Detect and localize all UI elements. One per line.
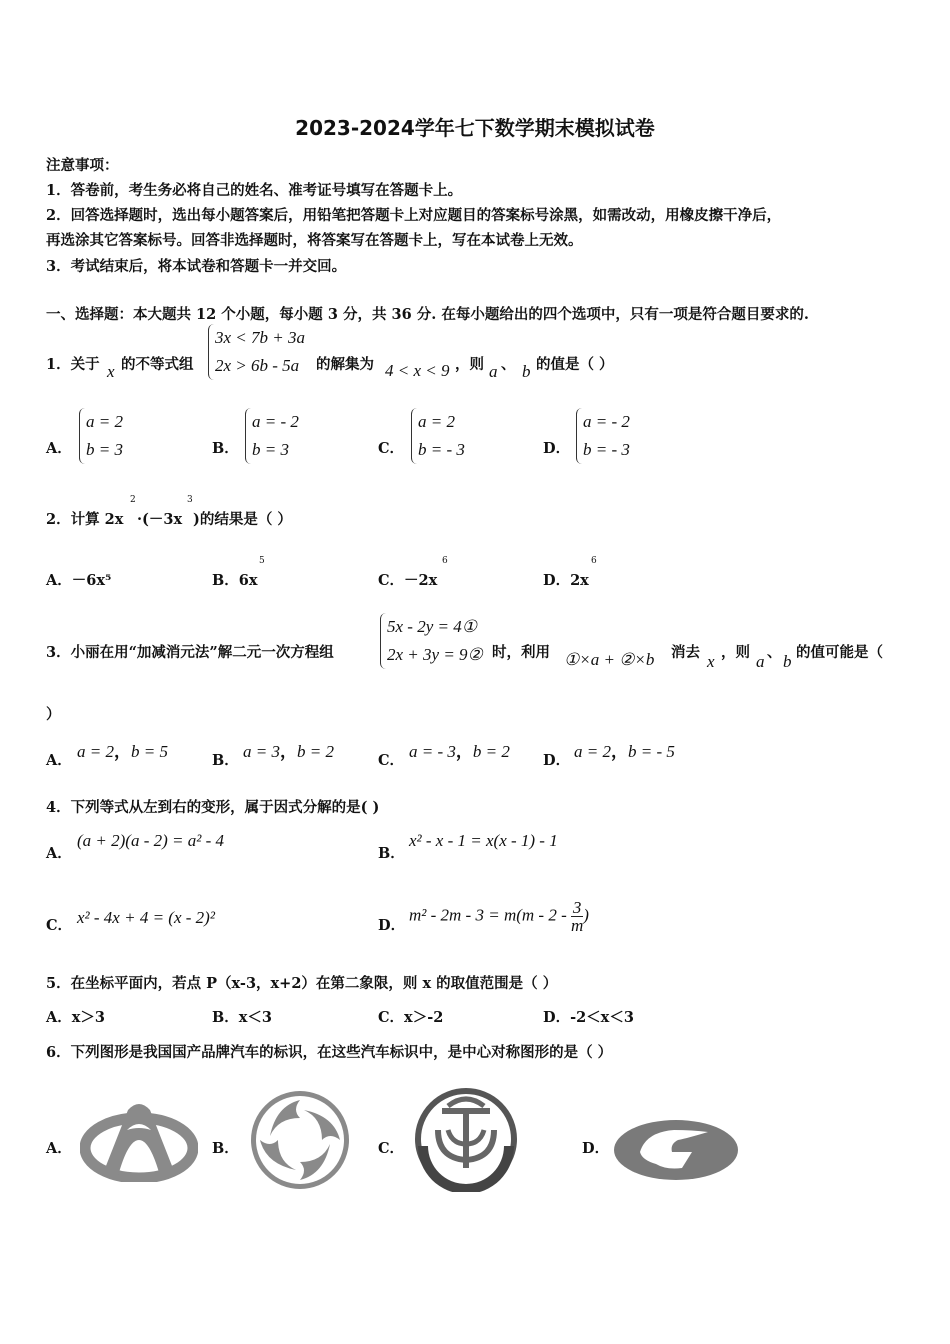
- q3-option-c-label[interactable]: C．: [378, 752, 405, 769]
- q1-sys-line-1: 3x < 7b + 3a: [215, 328, 305, 347]
- q4-option-b-label[interactable]: B．: [378, 845, 405, 862]
- q1-suffix: 的值是（ ）: [536, 356, 614, 373]
- q2-option-b-exp: 5: [259, 556, 265, 566]
- q2-option-d-exp: 6: [591, 556, 597, 566]
- q6-option-c-label[interactable]: C．: [378, 1140, 405, 1157]
- q2-exp-1: 2: [130, 495, 136, 505]
- q2-option-d-text: 2x: [570, 572, 589, 589]
- q5-option-a-text: x＞3: [71, 1009, 105, 1026]
- notice-heading: 注意事项：: [46, 157, 119, 174]
- q3-option-a[interactable]: a = 2，b = 5: [77, 742, 168, 761]
- car-logo-d-icon[interactable]: [612, 1118, 740, 1182]
- q3-sys-line-2: 2x + 3y = 9②: [387, 645, 483, 664]
- q4-option-c-label[interactable]: C．: [46, 917, 73, 934]
- q1-inequality-system: [208, 324, 305, 380]
- q3-suffix: 的值可能是（: [796, 644, 883, 661]
- q1-option-c-line-1: a = 2: [418, 412, 455, 431]
- q1-option-a[interactable]: [79, 408, 123, 464]
- q3-option-d-b: b = - 5: [627, 742, 675, 761]
- car-logo-c-icon[interactable]: [412, 1086, 520, 1192]
- q1-var-x: x: [107, 362, 115, 381]
- q1-option-a-label[interactable]: A．: [46, 440, 72, 457]
- q5-option-d[interactable]: [543, 1006, 634, 1027]
- q4-stem: 4．下列等式从左到右的变形，属于因式分解的是( ): [46, 799, 380, 816]
- q1-sep: 、: [501, 356, 516, 373]
- q3-var-a: a: [756, 652, 765, 671]
- q2-option-d[interactable]: [543, 569, 589, 590]
- q1-mid: 的不等式组: [121, 356, 194, 373]
- q4-option-d-label[interactable]: D．: [378, 917, 406, 934]
- q2-option-b[interactable]: [212, 569, 258, 590]
- q1-prefix: 1．关于: [46, 356, 100, 373]
- q1-option-a-line-2: b = 3: [86, 440, 123, 459]
- q5-option-c[interactable]: [378, 1006, 443, 1027]
- q5-option-a[interactable]: [46, 1006, 105, 1027]
- q4-option-d-denominator: m: [570, 916, 584, 935]
- q3-mid: 时，利用: [492, 644, 550, 661]
- q1-option-a-line-1: a = 2: [86, 412, 123, 431]
- q6-option-b-label[interactable]: B．: [212, 1140, 239, 1157]
- q3-option-b[interactable]: a = 3，b = 2: [243, 742, 334, 761]
- notice-item-1: 1．答卷前，考生务必将自己的姓名、准考证号填写在答题卡上。: [46, 182, 463, 199]
- q3-var-x: x: [707, 652, 715, 671]
- q4-option-b[interactable]: x² - x - 1 = x(x - 1) - 1: [409, 831, 558, 850]
- q1-option-d-line-1: a = - 2: [583, 412, 630, 431]
- q1-option-c[interactable]: [411, 408, 465, 464]
- q2-exp-2: 3: [187, 495, 193, 505]
- q4-option-d-fraction: [571, 899, 583, 934]
- q1-var-a: a: [489, 362, 498, 381]
- q5-option-b[interactable]: [212, 1006, 272, 1027]
- q5-option-d-label: D．: [543, 1009, 571, 1026]
- q6-stem: 6．下列图形是我国国产品牌汽车的标识，在这些汽车标识中，是中心对称图形的是（ ）: [46, 1044, 613, 1061]
- q5-option-a-label: A．: [46, 1009, 72, 1026]
- q2-option-c-label: C．: [378, 572, 405, 589]
- q1-var-b: b: [522, 362, 531, 381]
- q1-option-c-label[interactable]: C．: [378, 440, 405, 457]
- q4-option-c[interactable]: x² - 4x + 4 = (x - 2)²: [77, 908, 215, 927]
- q3-expr: ①×a + ②×b: [564, 650, 655, 669]
- q2-option-b-label: B．: [212, 572, 239, 589]
- q2-stem-c: )的结果是（ ）: [193, 511, 292, 528]
- q3-mid2: 消去: [671, 644, 700, 661]
- car-logo-a-icon[interactable]: [80, 1100, 198, 1182]
- section-1-heading: 一、选择题：本大题共 12 个小题，每小题 3 分，共 36 分. 在每小题给出的四个选项中，只有一项是符合题目要求的.: [46, 306, 809, 323]
- q3-option-c-b: b = 2: [472, 742, 510, 761]
- q1-option-b[interactable]: [245, 408, 299, 464]
- q3-option-b-a: a = 3: [243, 742, 280, 761]
- notice-item-3: 3．考试结束后，将本试卷和答题卡一并交回。: [46, 258, 347, 275]
- q4-option-a[interactable]: (a + 2)(a - 2) = a² - 4: [77, 831, 225, 850]
- q1-sys-line-2: 2x > 6b - 5a: [215, 356, 300, 375]
- q2-stem-b: ·(－3x: [137, 511, 183, 528]
- q3-option-b-label[interactable]: B．: [212, 752, 239, 769]
- q1-option-d[interactable]: [576, 408, 630, 464]
- q5-option-c-text: x＞-2: [404, 1009, 444, 1026]
- notice-item-2-line-2: 再选涂其它答案标号。回答非选择题时，将答案写在答题卡上，写在本试卷上无效。: [46, 232, 583, 249]
- q6-option-d-label[interactable]: D．: [582, 1140, 610, 1157]
- q1-mid2: 的解集为: [316, 356, 374, 373]
- q3-option-d[interactable]: a = 2，b = - 5: [574, 742, 675, 761]
- q3-prefix: 3．小丽在用“加减消元法”解二元一次方程组: [46, 644, 334, 661]
- q3-option-d-label[interactable]: D．: [543, 752, 571, 769]
- q4-option-d[interactable]: [409, 899, 589, 934]
- q5-option-d-text: -2＜x＜3: [570, 1009, 634, 1026]
- q5-option-b-label: B．: [212, 1009, 239, 1026]
- q6-option-a-label[interactable]: A．: [46, 1140, 72, 1157]
- q3-sys-line-1: 5x - 2y = 4①: [387, 617, 477, 636]
- q3-sep: 、: [767, 644, 782, 661]
- q5-option-b-text: x＜3: [238, 1009, 272, 1026]
- q2-option-a[interactable]: [46, 569, 111, 590]
- q5-option-c-label: C．: [378, 1009, 405, 1026]
- q1-mid3: ，则: [455, 356, 484, 373]
- q2-option-b-text: 6x: [238, 572, 258, 589]
- q2-option-a-label: A．: [46, 572, 72, 589]
- q3-option-a-b: b = 5: [130, 742, 168, 761]
- q2-option-c[interactable]: [378, 569, 437, 590]
- q3-option-c-a: a = - 3: [409, 742, 456, 761]
- q4-option-d-text-b: ): [583, 905, 589, 925]
- q1-option-b-line-1: a = - 2: [252, 412, 299, 431]
- q3-close: ）: [46, 706, 61, 723]
- q2-option-a-text: －6x⁵: [71, 572, 112, 589]
- car-logo-b-icon[interactable]: [248, 1088, 352, 1192]
- q3-equation-system: [380, 613, 483, 669]
- q2-option-c-exp: 6: [442, 556, 448, 566]
- q3-option-a-label[interactable]: A．: [46, 752, 72, 769]
- q2-option-d-label: D．: [543, 572, 571, 589]
- q3-mid3: ，则: [721, 644, 750, 661]
- q4-option-d-numerator: 3: [572, 898, 582, 917]
- q5-stem: 5．在坐标平面内，若点 P（x-3，x+2）在第二象限，则 x 的取值范围是（ ）: [46, 975, 558, 992]
- q2-option-c-text: －2x: [404, 572, 438, 589]
- q1-option-c-line-2: b = - 3: [418, 440, 465, 459]
- q1-option-d-line-2: b = - 3: [583, 440, 630, 459]
- page-title: 2023-2024学年七下数学期末模拟试卷: [295, 116, 655, 140]
- q2-stem-a: 2．计算 2x: [46, 511, 124, 528]
- q1-option-b-label[interactable]: B．: [212, 440, 239, 457]
- q3-option-a-a: a = 2: [77, 742, 114, 761]
- q4-option-d-text-a: m² - 2m - 3 = m(m - 2 -: [409, 905, 571, 925]
- q1-option-d-label[interactable]: D．: [543, 440, 571, 457]
- q4-option-a-label[interactable]: A．: [46, 845, 72, 862]
- q1-option-b-line-2: b = 3: [252, 440, 289, 459]
- q3-option-d-a: a = 2: [574, 742, 611, 761]
- q1-range: 4 < x < 9: [385, 361, 450, 380]
- q3-option-b-b: b = 2: [296, 742, 334, 761]
- q3-option-c[interactable]: a = - 3，b = 2: [409, 742, 510, 761]
- notice-item-2-line-1: 2．回答选择题时，选出每小题答案后，用铅笔把答题卡上对应题目的答案标号涂黑，如需改动，用橡皮擦干净后，: [46, 207, 782, 224]
- q3-var-b: b: [783, 652, 792, 671]
